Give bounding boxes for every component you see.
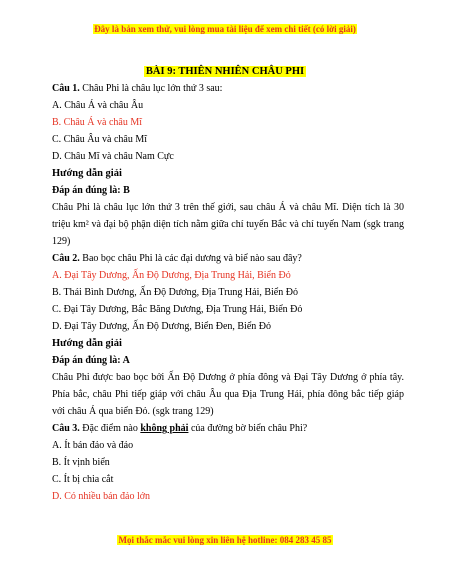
question-1-label: Câu 1. [52,83,80,94]
question-3-text-after: của đường bờ biển châu Phi? [188,423,308,434]
question-3 [52,420,404,437]
question-2 [52,250,404,267]
q1-option-d: D. Châu Mĩ và châu Nam Cực [52,151,174,162]
footer-banner [0,535,450,545]
document-body [52,80,404,505]
question-2-label: Câu 2. [52,253,80,264]
question-3-emphasis: không phải [140,423,189,434]
q2-option-a-correct: A. Đại Tây Dương, Ấn Độ Dương, Địa Trung Hải, Biển Đỏ [52,270,291,281]
q3-option-a: A. Ít bán đảo và đảo [52,440,134,451]
q1-explanation: Châu Phi là châu lục lớn thứ 3 trên thế giới, sau châu Á và châu Mĩ. Diện tích là 30 triệu km² và đại bộ phận diện tích nằm giữa chí tuyến Bắc và chí tuyến Nam (sgk trang 129) [52,202,404,247]
question-3-text-before: Đặc điểm nào [79,423,141,434]
question-1 [52,80,404,97]
question-2-text: Bao bọc châu Phi là các đại dương và biể nào sau đây? [79,253,302,264]
page-title-text: BÀI 9: THIÊN NHIÊN CHÂU PHI [145,66,305,77]
q2-answer: Đáp án đúng là: A [52,355,130,366]
q2-option-c: C. Đại Tây Dương, Bắc Băng Dương, Địa Trung Hải, Biển Đỏ [52,304,303,315]
question-1-text: Châu Phi là châu lục lớn thứ 3 sau: [79,83,223,94]
q3-option-c: C. Ít bị chia cắt [52,474,114,485]
q3-option-b: B. Ít vịnh biển [52,457,110,468]
q1-option-b-correct: B. Châu Á và châu Mĩ [52,117,142,128]
q2-guide-heading: Hướng dẫn giải [52,338,122,349]
question-3-label: Câu 3. [52,423,80,434]
q2-option-b: B. Thái Bình Dương, Ấn Độ Dương, Địa Trung Hải, Biển Đỏ [52,287,298,298]
q3-option-d-correct: D. Có nhiều bán đảo lớn [52,491,151,502]
header-banner-text: Đây là bản xem thử, vui lòng mua tài liệu để xem chi tiết (có lời giải) [94,24,356,34]
footer-banner-text: Mọi thắc mắc vui lòng xin liên hệ hotline: 084 283 45 85 [118,535,332,545]
q1-guide-heading: Hướng dẫn giải [52,168,122,179]
q2-explanation: Châu Phi được bao bọc bởi Ấn Độ Dương ở phía đông và Đại Tây Dương ở phía tây. Phía bắc, châu Phi tiếp giáp với châu Âu qua Địa Trung Hải, phía đông bắc tiếp giáp với châu Á qua biển Đỏ. (sgk trang 129) [52,372,404,417]
q1-option-a: A. Châu Á và châu Âu [52,100,144,111]
q2-option-d: D. Đại Tây Dương, Ấn Độ Dương, Biển Đen, Biển Đỏ [52,321,271,332]
q1-option-c: C. Châu Âu và châu Mĩ [52,134,147,145]
header-banner [0,24,450,34]
q1-answer: Đáp án đúng là: B [52,185,130,196]
page-title [0,66,450,77]
